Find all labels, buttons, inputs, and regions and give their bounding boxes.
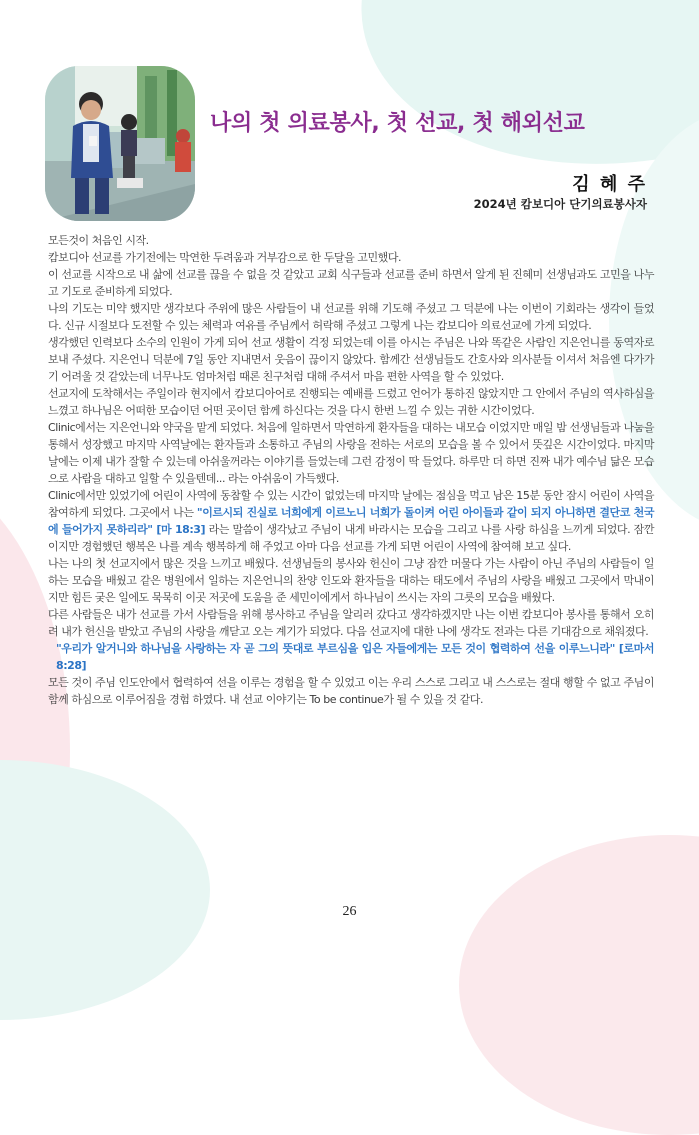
paragraph: 선교지에 도착해서는 주일이라 현지에서 캄보디아어로 진행되는 예배를 드렸고 언어가 통하진 않았지만 그 안에서 주님의 역사하심을 느꼈고 하나님은 어떠한 모습이던 어떤 곳이던 함께 하신다는 것을 다시 한번 느낄 수 있는 귀한 시간이었다. xyxy=(48,387,654,417)
paragraph: 나의 기도는 미약 했지만 생각보다 주위에 많은 사람들이 내 선교를 위해 기도해 주셨고 그 덕분에 나는 이번이 기회라는 생각이 들었다. 신규 시절보다 도전할 수 있는 체력과 여유를 주님께서 허락해 주셨고 그렇게 나는 캄보디아 의료선교에 가게 되었다. xyxy=(48,302,654,332)
article-body xyxy=(48,232,654,708)
paragraph: 캄보디아 선교를 가기전에는 막연한 두려움과 거부감으로 한 두달을 고민했다. xyxy=(48,251,402,264)
paragraph: 나는 나의 첫 선교지에서 많은 것을 느끼고 배웠다. 선생님들의 봉사와 헌신이 그냥 잠깐 머물다 가는 사람이 아닌 주님의 사람들이 일하는 모습을 배웠고 같은 병원에서 일하는 지은언니의 찬양 인도와 환자들을 대하는 태도에서 주님의 사랑을 배웠고 그곳에서 막내이지만 힘든 궂은 일에도 묵묵히 이곳 저곳에 도움을 준 세민이에게서 하나님이 쓰시는 자의 그릇의 모습을 배웠다. xyxy=(48,557,654,604)
paragraph: 다른 사람들은 내가 선교를 가서 사람들을 위해 봉사하고 주님을 알리러 갔다고 생각하겠지만 나는 이번 캄보디아 봉사를 통해서 오히려 내가 헌신을 받았고 주님의 사랑을 깨닫고 오는 계기가 되었다. 다음 선교지에 대한 나에 생각도 전과는 다른 기대감으로 채워졌다. xyxy=(48,608,654,638)
article-title: 나의 첫 의료봉사, 첫 선교, 첫 해외선교 xyxy=(210,111,585,136)
paragraph-children-ministry xyxy=(48,487,654,555)
background-blob xyxy=(459,835,699,1135)
paragraph: 모든것이 처음인 시작. xyxy=(48,234,149,247)
author-name: 김 혜 주 xyxy=(572,174,647,195)
paragraph: 이 선교를 시작으로 내 삶에 선교를 끊을 수 없을 것 같았고 교회 식구들과 선교를 준비 하면서 알게 된 진혜미 선생님과도 고민을 나누고 기도로 준비하게 되었다. xyxy=(48,268,654,298)
closing-paragraph: 모든 것이 주님 인도안에서 협력하여 선을 이루는 경험을 할 수 있었고 이는 우리 스스로 그리고 내 스스로는 절대 행할 수 없고 주님이 함께 하심으로 이루어짐을 경험 하였다. 내 선교 이야기는 To be continue가 될 수 있을 것 같다. xyxy=(48,676,654,706)
background-blob xyxy=(0,760,210,1020)
bible-verse-romans: "우리가 알거니와 하나님을 사랑하는 자 곧 그의 뜻대로 부르심을 입은 자들에게는 모든 것이 협력하여 선을 이루느니라" [로마서8:28] xyxy=(56,642,654,672)
author-role: 2024년 캄보디아 단기의료봉사자 xyxy=(473,197,647,211)
paragraph-text: Clinic에서만 있었기에 어린이 사역에 동참할 수 있는 시간이 없었는데 마지막 날에는 점심을 먹고 남은 15분 동안 잠시 어린이 사역을 참여하게 되었다. 그곳에서 나는 xyxy=(48,489,654,519)
paragraph-text: 라는 말씀이 생각났고 주님이 내게 바라시는 모습을 그리고 나를 사랑 하심을 느끼게 되었다. 잠깐 이지만 경험했던 행복은 나를 계속 행복하게 해 주었고 아마 다음 선교를 가게 되면 어린이 사역에 참여해 보고 싶다. xyxy=(48,523,654,553)
bible-verse-matthew: "이르시되 진실로 너희에게 이르노니 너희가 돌이켜 어린 아이들과 같이 되지 아니하면 결단코 천국에 들어가지 못하리라" [마 18:3] xyxy=(48,506,654,536)
author-photo xyxy=(45,66,195,221)
paragraph: Clinic에서는 지은언니와 약국을 맡게 되었다. 처음에 일하면서 막연하게 환자들을 대하는 내모습 이었지만 매일 밤 선생님들과 나눔을 통해서 성장했고 마지막 사역날에는 환자들과 소통하고 주님의 사랑을 전하는 서로의 모습을 볼 수 있어서 뜻깊은 시간이었다. 마지막 날에는 이제 내가 잘할 수 있는데 아쉬울꺼라는 이야기를 들었는데 그런 감정이 딱 들었다. 하루만 더 하면 진짜 내가 예수님 닮은 모습으로 사람을 대하고 일할 수 있을텐데... 라는 아쉬움이 가득했다. xyxy=(48,421,654,485)
paragraph: 생각했던 인력보다 소수의 인원이 가게 되어 선교 생활이 걱정 되었는데 이를 아시는 주님은 나와 똑같은 사람인 지은언니를 동역자로 보내 주셨다. 지은언니 덕분에 7일 동안 지내면서 웃음이 끊이지 않았다. 함께간 선생님들도 간호사와 의사분들 이셔서 처음엔 다가가기 어려울 것 같았는데 너무나도 엄마처럼 때론 친구처럼 대해 주셔서 마음 편한 사역을 할 수 있었다. xyxy=(48,336,654,383)
page-number: 26 xyxy=(342,904,357,919)
